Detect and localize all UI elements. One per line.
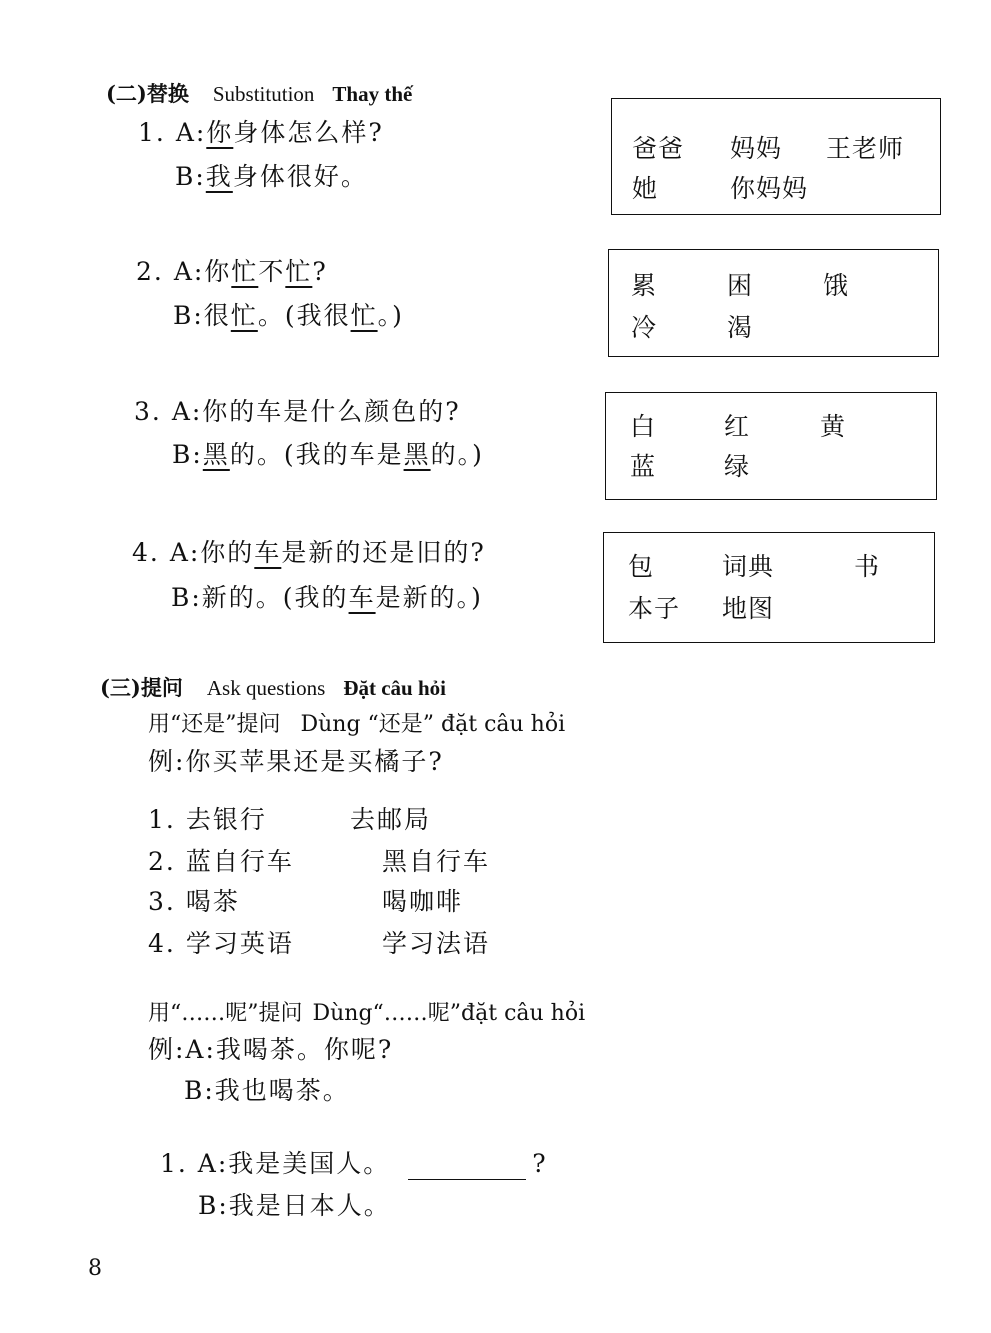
sub-box-2-word: 冷: [631, 313, 658, 342]
substitution-header-label: (二)替换: [106, 81, 189, 106]
sub-item-1-b-rest: 身体很好。: [232, 162, 368, 191]
sub-item-2-a-mid: 不: [258, 257, 286, 286]
sub-box-1-word: 她: [632, 174, 659, 203]
sub-item-2-a-pre: A:你: [173, 257, 232, 286]
sub-item-2-a: [136, 252, 328, 288]
substitution-header-en: Substitution: [212, 82, 315, 106]
part1-instruction-vi: Dùng “还是” đặt câu hỏi: [300, 712, 566, 737]
sub-item-2-a-post: ?: [312, 257, 328, 286]
part1-instruction-cn: 用“还是”提问: [148, 712, 281, 737]
part1-item-num: 4.: [148, 929, 176, 958]
sub-item-3-a-text: A:你的车是什么颜色的?: [171, 397, 461, 426]
sub-box-3-word: 蓝: [630, 452, 657, 481]
questions-header: [100, 672, 446, 702]
sub-item-3-b: [172, 435, 484, 471]
sub-box-1-word: 爸爸: [632, 134, 685, 163]
part1-item-1: [148, 800, 267, 836]
sub-item-2-b-mid: 。(我很: [257, 301, 351, 330]
part1-item-num: 2.: [148, 847, 176, 876]
questions-part2-instruction: [148, 996, 585, 1027]
part2-example-b: B:我也喝茶。: [184, 1076, 350, 1105]
sub-box-4-word: 本子: [628, 594, 681, 623]
part1-example: 例:你买苹果还是买橘子?: [148, 747, 444, 776]
sub-item-1-a: [138, 113, 384, 149]
sub-item-3-b-mid: 的。(我的车是: [229, 440, 404, 469]
sub-box-2-word: 累: [631, 271, 658, 300]
sub-item-4-a-rest: 是新的还是旧的?: [281, 538, 486, 567]
sub-box-1-word: 王老师: [826, 134, 905, 163]
part2-item-1-b: B:我是日本人。: [198, 1191, 391, 1220]
sub-item-2-b: [173, 296, 404, 332]
sub-item-4-num: 4.: [132, 538, 160, 567]
sub-item-1-a-pre: A:: [175, 118, 207, 147]
sub-item-2-b-blank: 忙: [350, 301, 378, 330]
sub-box-2-word: 渴: [727, 313, 754, 342]
part2-item-1-a: [160, 1144, 548, 1180]
sub-item-1-a-blank: 你: [206, 118, 234, 147]
sub-item-3-num: 3.: [134, 397, 162, 426]
part1-item-4: [148, 924, 294, 960]
sub-item-4-a-blank: 车: [254, 538, 282, 567]
sub-item-4-b: [171, 578, 483, 614]
sub-box-1-word: 你妈妈: [730, 174, 809, 203]
part2-example-a: 例:A:我喝茶。你呢?: [148, 1035, 394, 1064]
part1-item-left: 学习英语: [185, 929, 294, 958]
sub-box-2: [608, 249, 939, 357]
sub-box-3-word: 黄: [820, 412, 847, 441]
sub-box-3-word: 红: [724, 412, 751, 441]
part1-item-left: 喝茶: [185, 887, 240, 916]
sub-item-1-b: [175, 157, 368, 193]
sub-box-1: [611, 98, 941, 215]
part2-item-1-qmark: ?: [532, 1149, 548, 1178]
sub-box-4-word: 包: [628, 552, 655, 581]
substitution-header: [106, 78, 412, 108]
sub-item-2-b-pre: B:很: [173, 301, 231, 330]
part2-item-1-a-text: 1. A:我是美国人。: [160, 1149, 391, 1178]
part1-item-2-right: 黑自行车: [382, 847, 491, 876]
sub-item-3-b-post: 的。): [430, 440, 484, 469]
part1-item-1-right: 去邮局: [350, 805, 432, 834]
sub-item-3-b-pre: B:: [172, 440, 203, 469]
sub-item-2-a-blank: 忙: [285, 257, 313, 286]
sub-item-4-b-blank: 车: [348, 583, 376, 612]
part1-item-3-right: 喝咖啡: [382, 887, 464, 916]
sub-item-2-b-post: 。): [377, 301, 404, 330]
answer-blank: [408, 1155, 526, 1180]
sub-item-2-a-blank: 忙: [231, 257, 259, 286]
questions-header-label: (三)提问: [100, 675, 183, 700]
part1-item-num: 3.: [148, 887, 176, 916]
sub-item-3-a: [134, 392, 461, 428]
part1-item-4-right: 学习法语: [382, 929, 491, 958]
page-number: 8: [88, 1256, 102, 1281]
part1-item-2: [148, 842, 294, 878]
sub-box-1-word: 妈妈: [730, 134, 783, 163]
sub-item-4-b-rest: 是新的。): [375, 583, 483, 612]
questions-header-vi: Đặt câu hỏi: [343, 676, 446, 700]
sub-item-3-b-blank: 黑: [202, 440, 230, 469]
questions-part1-instruction: [148, 707, 565, 738]
sub-box-4: [603, 532, 935, 643]
sub-item-1-num: 1.: [138, 118, 166, 147]
sub-box-3-word: 白: [630, 412, 657, 441]
sub-box-2-word: 困: [727, 271, 754, 300]
part2-instruction-vi: Dùng“……呢”đặt câu hỏi: [312, 1001, 586, 1026]
sub-item-1-a-rest: 身体怎么样?: [233, 118, 384, 147]
sub-box-4-word: 词典: [722, 552, 775, 581]
sub-box-3-word: 绿: [724, 452, 751, 481]
part1-item-num: 1.: [148, 805, 176, 834]
questions-header-en: Ask questions: [206, 676, 326, 700]
sub-box-4-word: 地图: [722, 594, 775, 623]
sub-item-4-a-pre: A:你的: [169, 538, 255, 567]
sub-item-3-b-blank: 黑: [403, 440, 431, 469]
sub-box-4-word: 书: [854, 552, 881, 581]
part1-item-left: 蓝自行车: [185, 847, 294, 876]
sub-item-2-b-blank: 忙: [230, 301, 258, 330]
part1-item-left: 去银行: [185, 805, 267, 834]
sub-item-1-b-pre: B:: [175, 162, 206, 191]
sub-item-4-b-pre: B:新的。(我的: [171, 583, 349, 612]
sub-box-3: [605, 392, 937, 500]
sub-box-2-word: 饿: [823, 271, 850, 300]
part1-item-3: [148, 882, 240, 918]
sub-item-4-a: [132, 533, 486, 569]
sub-item-2-num: 2.: [136, 257, 164, 286]
part2-instruction-cn: 用“……呢”提问: [148, 1001, 303, 1026]
sub-item-1-b-blank: 我: [205, 162, 233, 191]
substitution-header-vi: Thay thế: [332, 82, 413, 106]
